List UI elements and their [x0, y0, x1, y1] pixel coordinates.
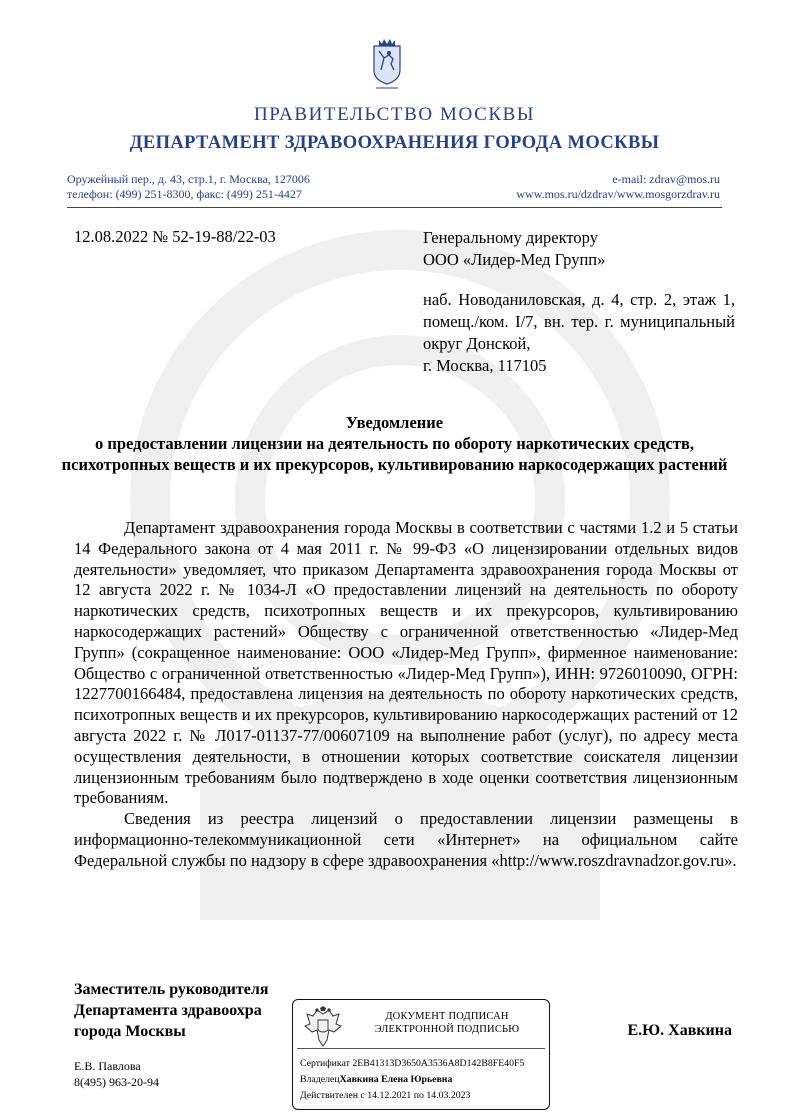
executor-phone: 8(495) 963-20-94 — [74, 1075, 159, 1089]
stamp-divider — [297, 1048, 545, 1049]
owner-name: Хавкина Елена Юрьевна — [339, 1074, 453, 1085]
stamp-caption — [353, 1010, 541, 1036]
certificate-label: Сертификат — [300, 1058, 350, 1069]
address-line: г. Москва, 117105 — [423, 356, 547, 375]
addressee-address — [423, 289, 735, 377]
notice-heading: Уведомление — [345, 413, 444, 432]
addressee-position: Генеральному директору — [423, 228, 598, 247]
signatory-title-line: Департамента здравоохра — [74, 1002, 262, 1019]
website-links: www.mos.ru/dzdrav/www.mosgorzdrav.ru — [516, 187, 720, 201]
stamp-details — [300, 1056, 524, 1104]
address-line: наб. Новоданиловская, д. 4, стр. 2, этаж 1, помещ./ком. I/7, вн. тер. г. муниципальный округ Донской, — [423, 290, 735, 353]
signatory-title-line: Заместитель руководителя — [74, 981, 269, 998]
signatory-name: Е.Ю. Хавкина — [627, 1022, 732, 1039]
stamp-caption-line: ЭЛЕКТРОННОЙ ПОДПИСЬЮ — [374, 1024, 520, 1035]
header-divider — [67, 207, 722, 208]
body-paragraph: Сведения из реестра лицензий о предоставлении лицензии размещены в информационно-телекоммуникационной сети «Интернет» на официальном сайте Федеральной службы по надзору в сфере здравоохранения «http://www.roszdravnadzor.gov.ru». — [74, 809, 738, 870]
owner-row — [300, 1072, 524, 1088]
body-paragraph: Департамент здравоохранения города Москвы в соответствии с частями 1.2 и 5 статьи 14 Федерального закона от 4 мая 2011 г. № 99-ФЗ «О лицензировании отдельных видов деятельности» уведомляет, что приказом Департамента здравоохранения города Москвы от 12 августа 2022 г. № 1034-Л «О предоставлении лицензий на деятельность по обороту наркотических средств, психотропных веществ и их прекурсоров, культивированию наркосодержащих растений» Обществу с ограниченной ответственностью «Лидер-Мед Групп» (сокращенное наименование: ООО «Лидер-Мед Групп», фирменное наименование: Общество с ограниченной ответственностью «Лидер-Мед Групп»), ИНН: 9726010090, ОГРН: 1227700166484, предоставлена лицензия на деятельность по обороту наркотических средств, психотропных веществ и их прекурсоров, культивированию наркосодержащих растений от 12 августа 2022 г. № Л017-01137-77/00607109 на выполнение работ (услуг), по адресу места осуществления деятельности, в отношении которых соответствие соискателя лицензии лицензионным требованиям было подтверждено в ходе оценки соответствия лицензионным требованиям. — [74, 518, 738, 808]
notice-title — [60, 412, 729, 475]
electronic-signature-stamp — [292, 999, 550, 1110]
signatory-title-line: города Москвы — [74, 1023, 186, 1040]
phone-fax: телефон: (499) 251-8300, факс: (499) 251-4427 — [67, 187, 302, 201]
owner-label: Владелец — [300, 1074, 340, 1085]
document-reference — [74, 227, 276, 247]
contact-block-left — [67, 172, 310, 202]
notice-subject: о предоставлении лицензии на деятельность по обороту наркотических средств, психотропных веществ и их прекурсоров, культивированию наркосодержащих растений — [61, 434, 728, 474]
signatory-title — [74, 979, 269, 1042]
email-address: e-mail: zdrav@mos.ru — [612, 172, 720, 186]
certificate-row — [300, 1056, 524, 1072]
certificate-number: 2EB41313D3650A3536A8D142B8FE40F5 — [352, 1058, 525, 1069]
stamp-caption-line: ДОКУМЕНТ ПОДПИСАН — [385, 1011, 509, 1022]
addressee-company: ООО «Лидер-Мед Групп» — [423, 250, 606, 269]
government-title: ПРАВИТЕЛЬСТВО МОСКВЫ — [253, 104, 536, 125]
addressee-block — [423, 227, 605, 271]
executor-block — [74, 1058, 159, 1090]
document-number: № 52-19-88/22-03 — [152, 227, 276, 246]
russian-eagle-emblem-icon — [303, 1006, 343, 1050]
executor-name: Е.В. Павлова — [74, 1059, 141, 1073]
validity-period: Действителен с 14.12.2021 по 14.03.2023 — [300, 1090, 471, 1101]
moscow-coat-of-arms-icon — [370, 36, 404, 94]
letter-body — [74, 518, 738, 872]
document-date: 12.08.2022 — [74, 227, 149, 246]
department-title: ДЕПАРТАМЕНТ ЗДРАВООХРАНЕНИЯ ГОРОДА МОСКВЫ — [129, 133, 660, 153]
postal-address: Оружейный пер., д. 43, стр.1, г. Москва, 127006 — [67, 172, 310, 186]
contact-block-right — [516, 172, 720, 202]
